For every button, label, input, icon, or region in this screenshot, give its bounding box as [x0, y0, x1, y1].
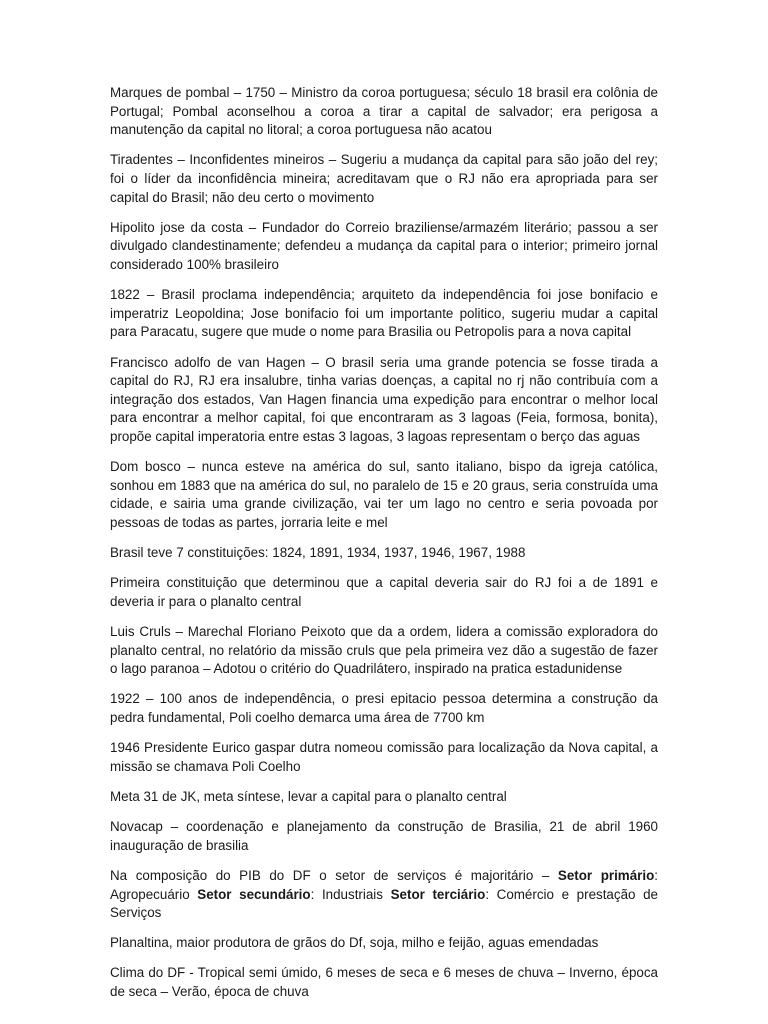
paragraph-1946: 1946 Presidente Eurico gaspar dutra nomeou comissão para localização da Nova capital, a missão se chamava Poli Coelho [110, 740, 658, 774]
text-segment: : Comércio e prestação de Serviços [110, 886, 658, 921]
paragraph-1822: 1822 – Brasil proclama independência; arquiteto da independência foi jose bonifacio e imperatriz Leopoldina; Jose bonifacio foi um importante politico, sugeriu mudar a capital para Paracatu, sugere que mude o nome para Brasilia ou Petropolis para a nova capital [110, 287, 658, 340]
text-segment: Na composição do PIB do DF o setor de serviços é majoritário – [110, 867, 558, 883]
paragraph-van-hagen: Francisco adolfo de van Hagen – O brasil seria uma grande potencia se fosse tirada a capital do RJ, RJ era insalubre, tinha varias doenças, a capital no rj não contribuía com a integração dos estados, Van Hagen financia uma expedição para encontrar o melhor local para encontrar a melhor capital, foi que encontraram as 3 lagoas (Feia, formosa, bonita), propõe capital imperatoria entre estas 3 lagoas, 3 lagoas representam o berço das aguas [110, 354, 658, 444]
bold-term-setor-primario: Setor primário [557, 867, 655, 883]
paragraph-dom-bosco: Dom bosco – nunca esteve na américa do sul, santo italiano, bispo da igreja católica, sonhou em 1883 que na américa do sul, no paralelo de 15 e 20 graus, seria construída uma cidade, e sairia uma grande civilização, vai ter um lago no centro e seria povoada por pessoas de todas as partes, jorraria leite e mel [110, 459, 658, 530]
bold-term-setor-secundario: Setor secundário [197, 886, 311, 902]
paragraph-clima: Clima do DF - Tropical semi úmido, 6 meses de seca e 6 meses de chuva – Inverno, época de seca – Verão, época de chuva [110, 965, 658, 1000]
paragraph-luis-cruls: Luis Cruls – Marechal Floriano Peixoto que da a ordem, lidera a comissão exploradora do planalto central, no relatório da missão cruls que pela primeira vez dão a sugestão de fazer o lago paranoa – Adotou o critério do Quadrilátero, inspirado na pratica estadunidense [110, 624, 658, 677]
bold-term-setor-terciario: Setor terciário [390, 886, 486, 902]
text-segment: : Agropecuário [110, 867, 659, 902]
paragraph-planaltina: Planaltina, maior produtora de grãos do Df, soja, milho e feijão, aguas emendadas [110, 935, 599, 951]
paragraph-tiradentes: Tiradentes – Inconfidentes mineiros – Sugeriu a mudança da capital para são joão del rey; foi o líder da inconfidência mineira; acreditavam que o RJ não era apropriada para ser capital do Brasil; não deu certo o movimento [110, 152, 658, 205]
paragraph-meta-31: Meta 31 de JK, meta síntese, levar a capital para o planalto central [110, 788, 507, 804]
paragraph-novacap: Novacap – coordenação e planejamento da construção de Brasilia, 21 de abril 1960 inauguração de brasilia [110, 819, 658, 853]
paragraph-hipolito: Hipolito jose da costa – Fundador do Correio braziliense/armazém literário; passou a ser divulgado clandestinamente; defendeu a mudança da capital para o interior; primeiro jornal considerado 100% brasileiro [110, 219, 658, 272]
paragraph-constituicoes: Brasil teve 7 constituições: 1824, 1891, 1934, 1937, 1946, 1967, 1988 [110, 545, 526, 561]
paragraph-pib-setores [110, 867, 658, 923]
paragraph-primeira-constituicao: Primeira constituição que determinou que a capital deveria sair do RJ foi a de 1891 e deveria ir para o planalto central [110, 575, 658, 609]
text-segment: : Industriais [310, 886, 391, 902]
paragraph-pombal: Marques de pombal – 1750 – Ministro da coroa portuguesa; século 18 brasil era colônia de Portugal; Pombal aconselhou a coroa a tirar a capital de salvador; era perigosa a manutenção da capital no litoral; a coroa portuguesa não acatou [110, 85, 658, 138]
paragraph-1922: 1922 – 100 anos de independência, o presi epitacio pessoa determina a construção da pedra fundamental, Poli coelho demarca uma área de 7700 km [110, 691, 658, 725]
